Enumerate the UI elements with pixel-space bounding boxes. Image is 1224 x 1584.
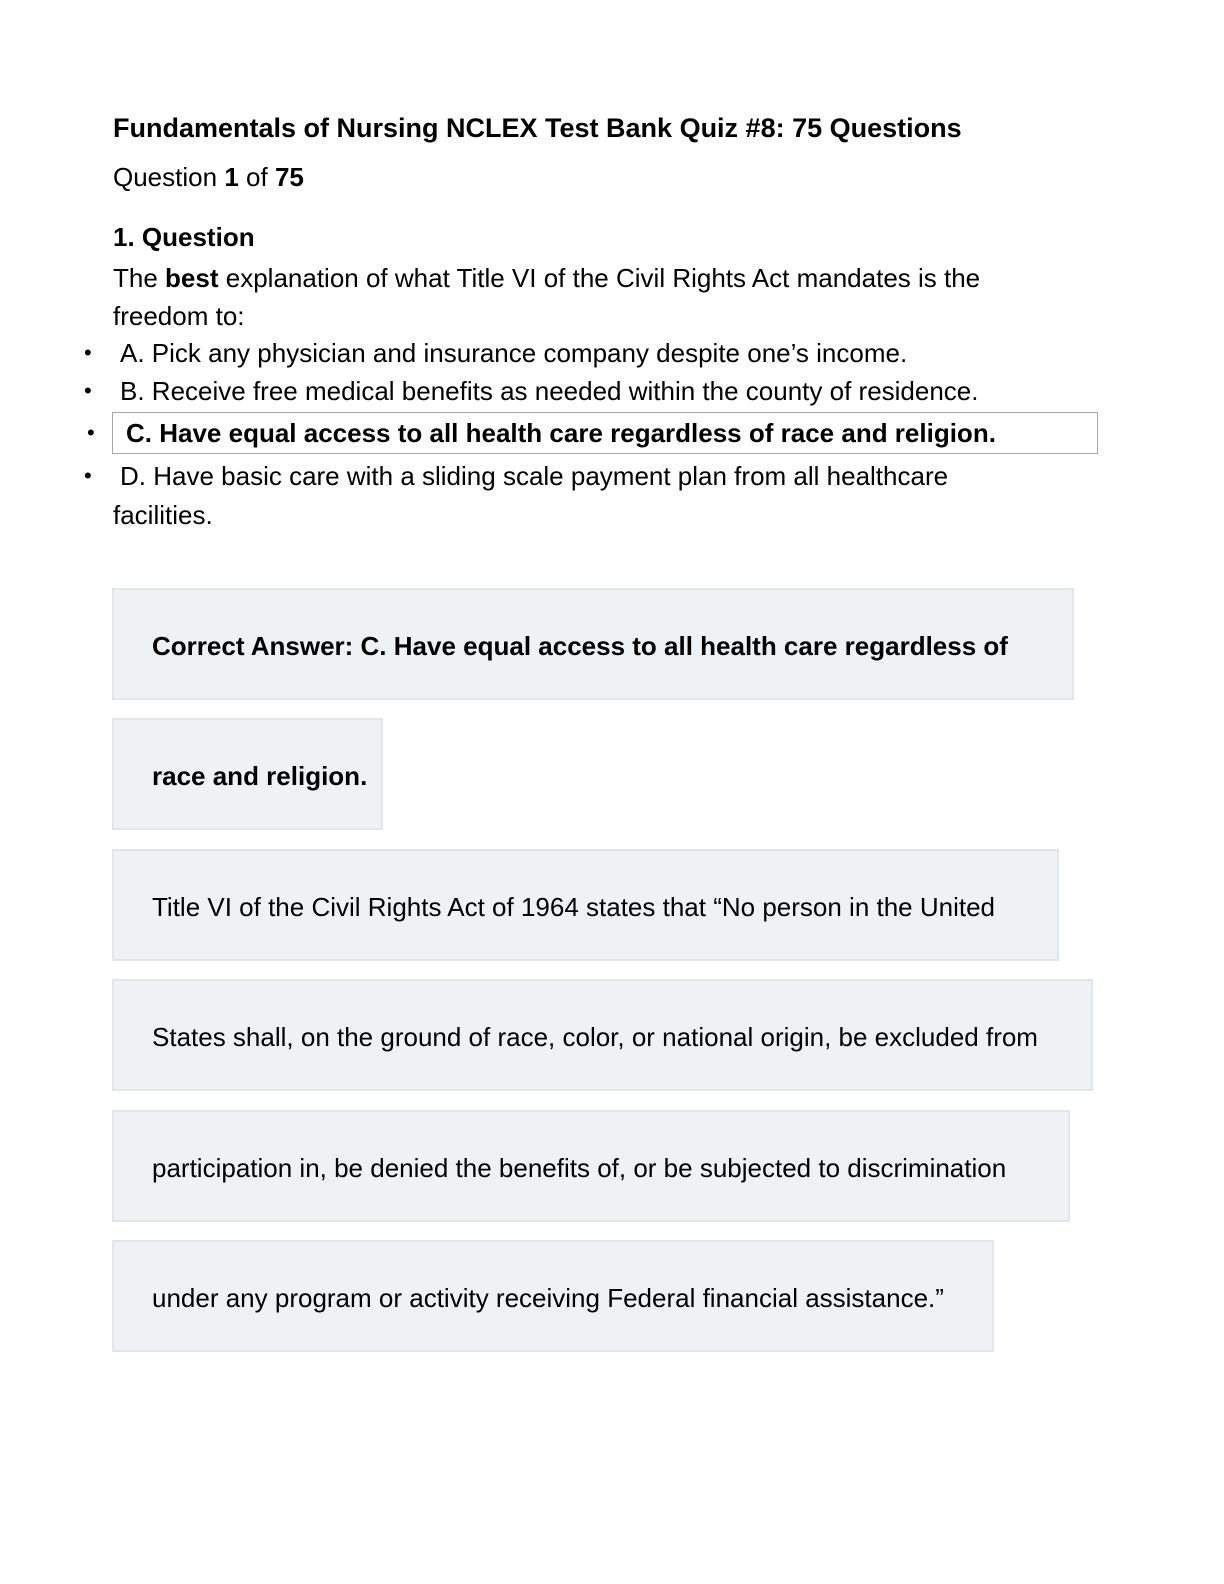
counter-of: of — [246, 162, 268, 192]
explanation-box — [112, 979, 1093, 1091]
bullet-icon: • — [84, 378, 92, 403]
option-c-text: C. Have equal access to all health care regardless of race and religion. — [126, 418, 996, 448]
counter-prefix: Question — [113, 162, 218, 192]
explanation-line-3: participation in, be denied the benefits of, or be subjected to discrimination — [152, 1153, 1007, 1183]
bullet-icon: • — [84, 340, 92, 365]
counter-current: 1 — [224, 162, 239, 192]
question-text — [113, 259, 1053, 335]
explanation-box — [112, 1240, 994, 1352]
option-b-text: B. Receive free medical benefits as needed within the county of residence. — [120, 376, 979, 406]
correct-answer-line-2: race and religion. — [152, 761, 368, 791]
explanation-box — [112, 1110, 1070, 1222]
correct-answer-box — [112, 588, 1074, 700]
question-text-before: The — [113, 263, 158, 293]
correct-answer-line-1: Correct Answer: C. Have equal access to all health care regardless of — [152, 631, 1008, 661]
question-text-after: explanation of what Title VI of the Civil Rights Act mandates is the — [225, 263, 981, 293]
explanation-line-4: under any program or activity receiving Federal financial assistance.” — [152, 1283, 944, 1313]
bullet-icon: • — [84, 463, 92, 488]
question-heading: 1. Question — [113, 222, 255, 252]
document-title: Fundamentals of Nursing NCLEX Test Bank Quiz #8: 75 Questions — [113, 113, 962, 143]
correct-answer-box — [112, 718, 383, 830]
explanation-line-2: States shall, on the ground of race, color, or national origin, be excluded from — [152, 1022, 1038, 1052]
counter-total: 75 — [274, 162, 304, 192]
option-a-text: A. Pick any physician and insurance company despite one’s income. — [120, 338, 908, 368]
option-d-text: D. Have basic care with a sliding scale payment plan from all healthcare — [120, 461, 949, 491]
question-counter — [113, 161, 304, 193]
question-text-line2: freedom to: — [113, 301, 245, 331]
explanation-line-1: Title VI of the Civil Rights Act of 1964 states that “No person in the United — [152, 892, 996, 922]
question-text-bold: best — [165, 263, 219, 293]
option-d-text-continued: facilities. — [113, 500, 213, 530]
bullet-icon: • — [87, 420, 95, 445]
explanation-box — [112, 849, 1059, 961]
